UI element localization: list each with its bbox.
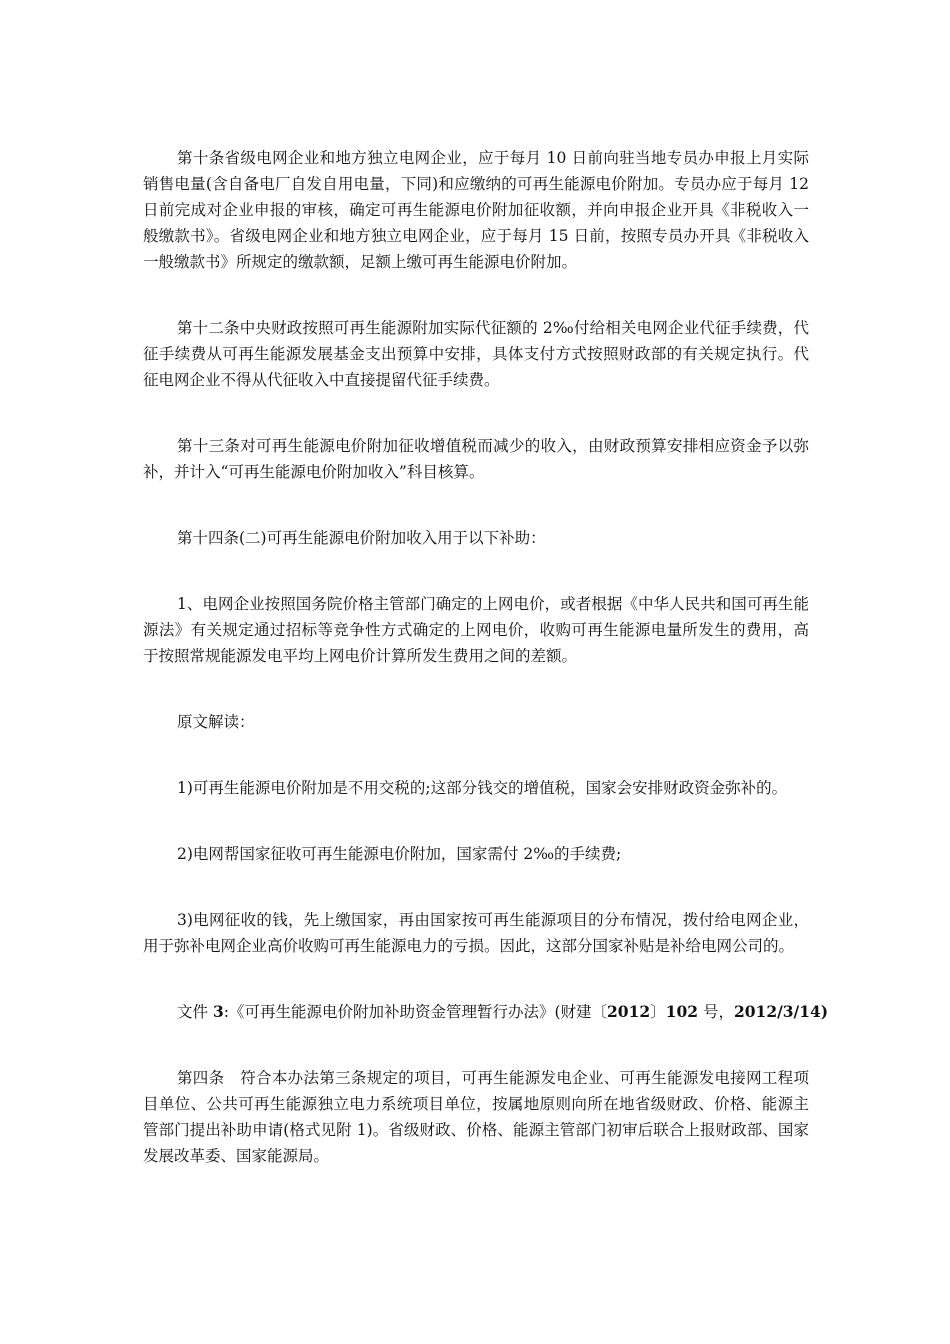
point-2-paragraph: 2)电网帮国家征收可再生能源电价附加，国家需付 2‰的手续费;	[177, 845, 622, 863]
file-3-year: 2012	[607, 1002, 651, 1021]
article-4-paragraph: 第四条 符合本办法第三条规定的项目，可再生能源发电企业、可再生能源发电接网工程项目单位、公共可再生能源独立电力系统项目单位，按属地原则向所在地省级财政、价格、能源主管部门提出补助申请(格式见附 1)。省级财政、价格、能源主管部门初审后联合上报财政部、国家发展改革委、国家能源局。	[143, 1069, 809, 1165]
document-body	[143, 145, 829, 1209]
file-3-docno: 102	[665, 1002, 699, 1021]
article-14-paragraph: 第十四条(二)可再生能源电价附加收入用于以下补助：	[177, 529, 546, 547]
article-13-paragraph: 第十三条对可再生能源电价附加征收增值税而减少的收入，由财政预算安排相应资金予以弥补，并计入“可再生能源电价附加收入”科目核算。	[143, 437, 809, 481]
file-3-prefix: 文件	[177, 1003, 213, 1021]
article-10-paragraph: 第十条省级电网企业和地方独立电网企业，应于每月 10 日前向驻当地专员办申报上月实际销售电量(含自备电厂自发自用电量，下同)和应缴纳的可再生能源电价附加。专员办应于每月 12 日前完成对企业申报的审核，确定可再生能源电价附加征收额，并向申报企业开具《非税收入一般缴款书》。省级电网企业和地方独立电网企业，应于每月 15 日前，按照专员办开具《非税收入一般缴款书》所规定的缴款额，足额上缴可再生能源电价附加。	[143, 149, 809, 271]
article-12-paragraph: 第十二条中央财政按照可再生能源附加实际代征额的 2‰付给相关电网企业代征手续费，代征手续费从可再生能源发展基金支出预算中安排，具体支付方式按照财政部的有关规定执行。代征电网企业不得从代征收入中直接提留代征手续费。	[143, 319, 809, 389]
file-3-suffix: 号，	[698, 1003, 734, 1021]
file-3-number: 3	[212, 1002, 224, 1021]
interpretation-heading: 原文解读：	[177, 713, 255, 731]
file-3-date: 2012/3/14)	[733, 1002, 829, 1021]
point-3-paragraph: 3)电网征收的钱，先上缴国家，再由国家按可再生能源项目的分布情况，拨付给电网企业，用于弥补电网企业高价收购可再生能源电力的亏损。因此，这部分国家补贴是补给电网公司的。	[143, 911, 809, 955]
file-3-title: :《可再生能源电价附加补助资金管理暂行办法》(财建〔	[223, 1003, 608, 1021]
file-3-reference	[143, 999, 829, 1025]
item-1-paragraph: 1、电网企业按照国务院价格主管部门确定的上网电价，或者根据《中华人民共和国可再生能源法》有关规定通过招标等竞争性方式确定的上网电价，收购可再生能源电量所发生的费用，高于按照常规能源发电平均上网电价计算所发生费用之间的差额。	[143, 595, 809, 665]
file-3-bracket: 〕	[650, 1003, 666, 1021]
point-1-paragraph: 1)可再生能源电价附加是不用交税的;这部分钱交的增值税，国家会安排财政资金弥补的。	[177, 779, 788, 797]
